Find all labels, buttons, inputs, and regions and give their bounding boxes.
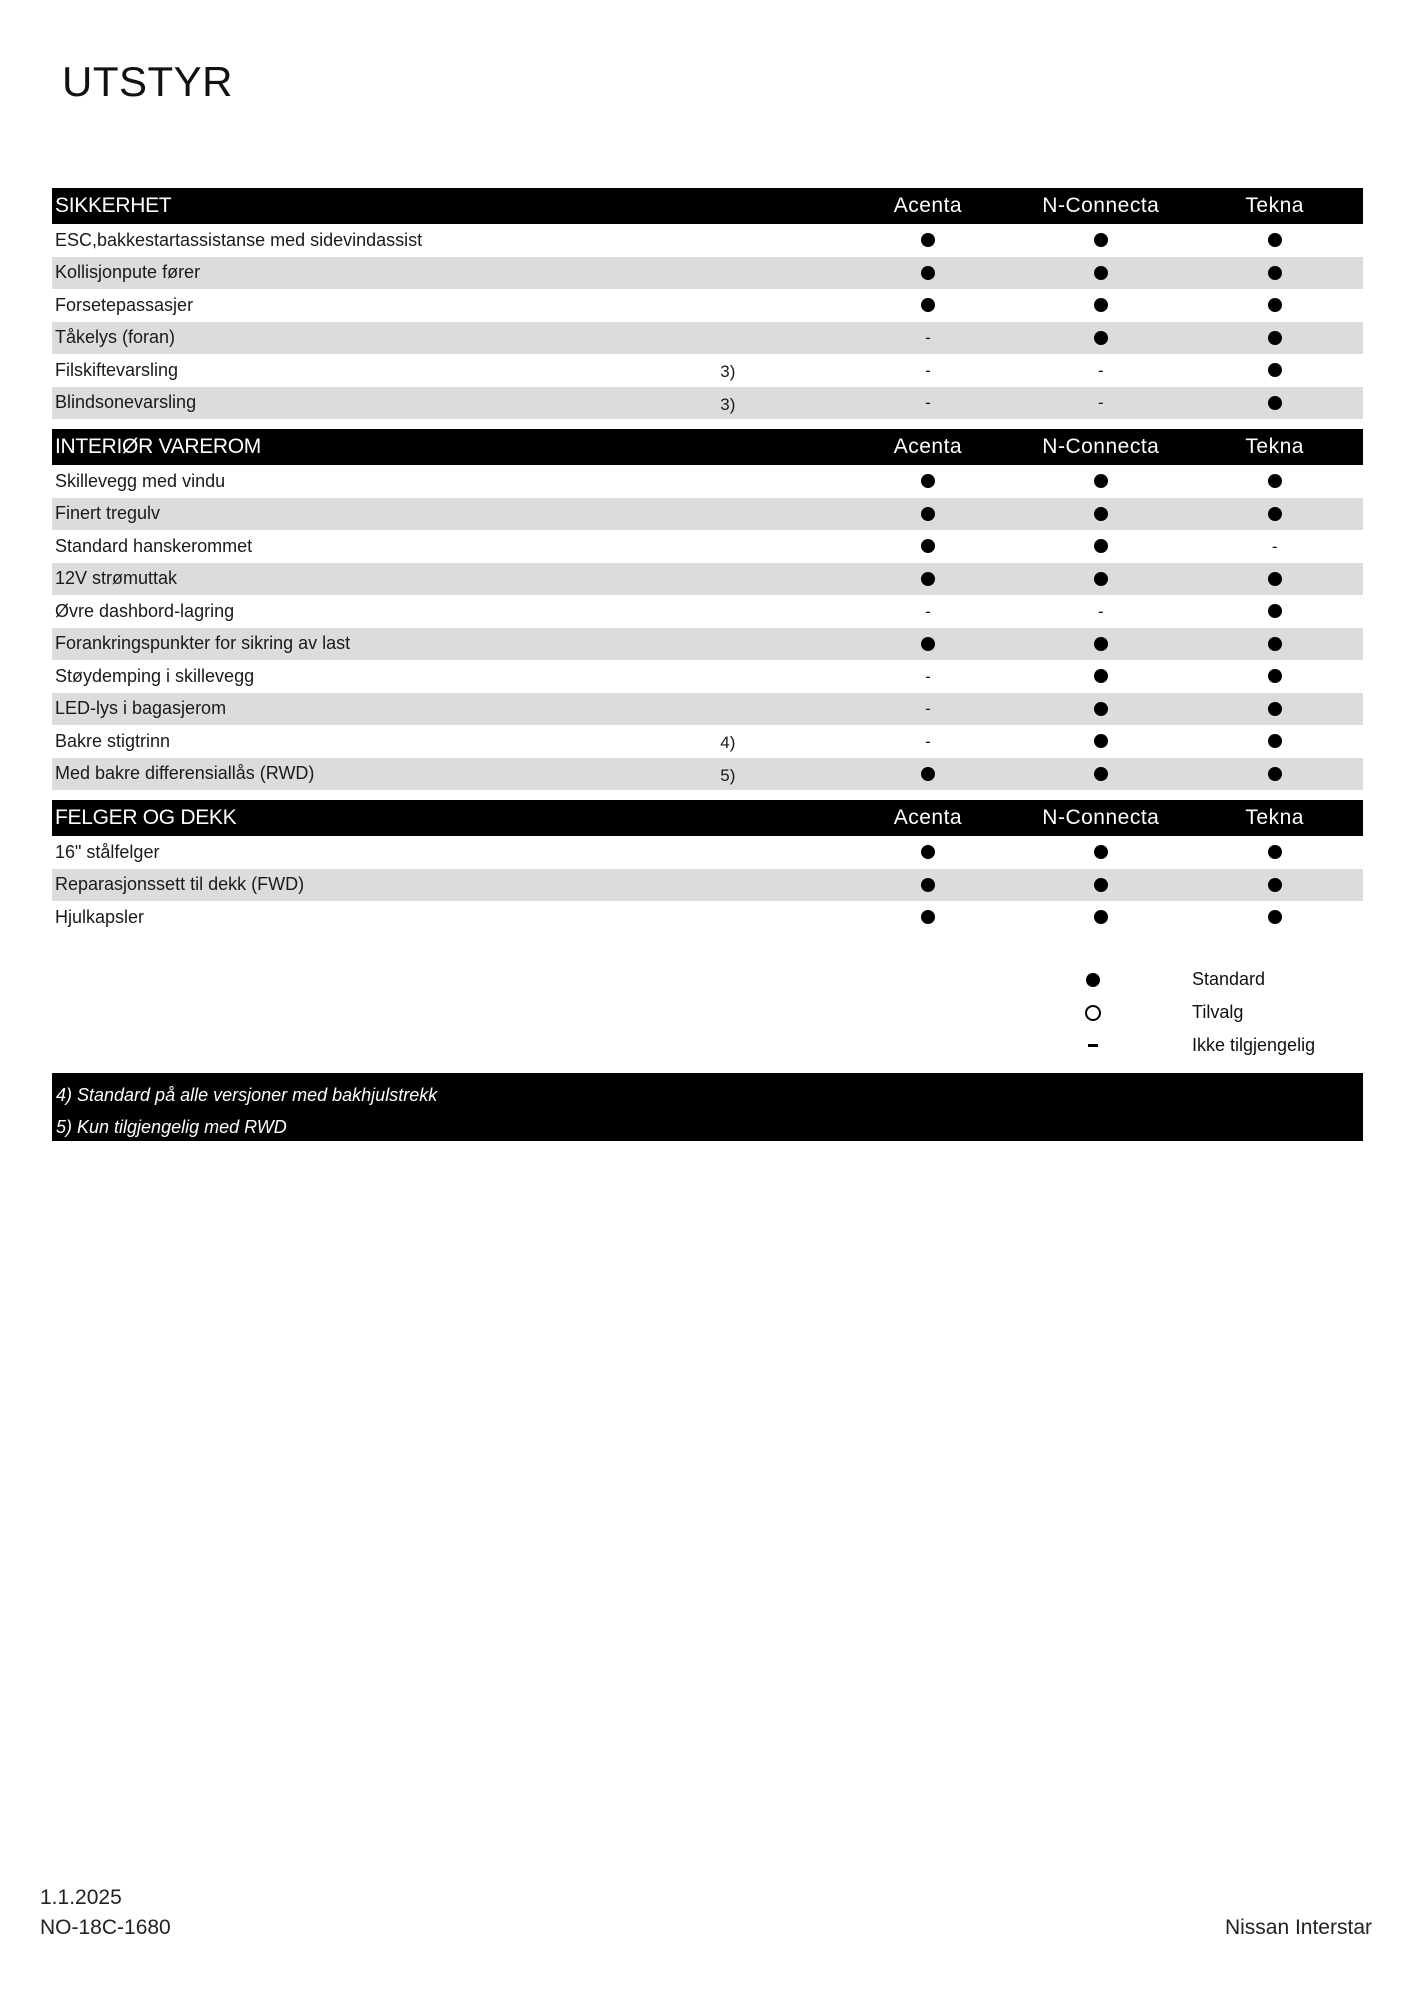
page-title: UTSTYR [62, 58, 233, 105]
standard-dot-icon [1094, 266, 1108, 280]
table-row [52, 289, 1363, 322]
availability-cell [1015, 845, 1186, 859]
standard-dot-icon [1086, 973, 1100, 987]
standard-dot-icon [921, 539, 935, 553]
row-label: Forankringspunkter for sikring av last [55, 633, 351, 654]
standard-dot-icon [921, 474, 935, 488]
table-row [52, 836, 1363, 869]
standard-dot-icon [1268, 396, 1282, 410]
footnote-5: 5) Kun tilgjengelig med RWD [56, 1117, 287, 1137]
availability-cell [1186, 507, 1363, 521]
not-available-mark: - [925, 360, 931, 380]
standard-dot-icon [1094, 734, 1108, 748]
column-header: Tekna [1245, 194, 1304, 217]
not-available-mark: - [925, 666, 931, 686]
standard-dot-icon [921, 233, 935, 247]
standard-dot-icon [1268, 878, 1282, 892]
standard-dot-icon [1268, 572, 1282, 586]
row-label: Øvre dashbord-lagring [55, 600, 235, 621]
standard-dot-icon [1268, 845, 1282, 859]
availability-cell [1015, 910, 1186, 924]
column-header: Acenta [893, 194, 963, 217]
legend-symbol [1060, 1005, 1126, 1021]
table-row [52, 628, 1363, 661]
availability-cell [1186, 538, 1363, 555]
availability-cell [1015, 669, 1186, 683]
standard-dot-icon [1094, 474, 1108, 488]
not-available-mark: - [1271, 536, 1278, 556]
row-footnote-ref: 4) [720, 733, 736, 753]
table-row [52, 498, 1363, 531]
standard-dot-icon [1268, 266, 1282, 280]
standard-dot-icon [1094, 669, 1108, 683]
not-available-mark: - [1098, 601, 1104, 621]
standard-dot-icon [1268, 669, 1282, 683]
standard-dot-icon [1268, 604, 1282, 618]
standard-dot-icon [1094, 702, 1108, 716]
standard-dot-icon [1268, 474, 1282, 488]
row-footnote-ref: 3) [720, 394, 736, 414]
row-label: Hjulkapsler [55, 906, 145, 927]
availability-cell [1015, 331, 1186, 345]
row-label: ESC,bakkestartassistanse med sidevindassist [55, 229, 423, 250]
legend-symbol [1060, 973, 1126, 987]
standard-dot-icon [1268, 910, 1282, 924]
column-header: Acenta [893, 435, 963, 458]
legend [1060, 963, 1360, 1062]
column-header: Tekna [1245, 806, 1304, 829]
standard-dot-icon [1094, 910, 1108, 924]
standard-dot-icon [1268, 298, 1282, 312]
availability-cell [1186, 298, 1363, 312]
row-label: Finert tregulv [55, 503, 161, 524]
row-label: Tåkelys (foran) [55, 327, 176, 348]
standard-dot-icon [1094, 331, 1108, 345]
standard-dot-icon [1268, 734, 1282, 748]
table-row [52, 465, 1363, 498]
availability-cell [841, 507, 1016, 521]
footnote-4: 4) Standard på alle versjoner med bakhjulstrekk [56, 1085, 438, 1105]
availability-cell [1015, 603, 1186, 620]
section-header [52, 429, 1363, 465]
availability-cell [1015, 266, 1186, 280]
availability-cell [841, 845, 1016, 859]
standard-dot-icon [1094, 507, 1108, 521]
not-available-mark: - [925, 601, 931, 621]
availability-cell [1015, 734, 1186, 748]
standard-dot-icon [1268, 637, 1282, 651]
row-footnote-ref: 3) [720, 362, 736, 382]
not-available-mark: - [925, 699, 931, 719]
column-header: N-Connecta [1042, 806, 1160, 829]
availability-cell [841, 539, 1016, 553]
standard-dot-icon [1094, 637, 1108, 651]
section-2 [52, 800, 1363, 934]
availability-cell [841, 298, 1016, 312]
row-label: Bakre stigtrinn [55, 730, 171, 751]
not-available-mark: - [925, 328, 931, 348]
availability-cell [841, 767, 1016, 781]
availability-cell [1015, 572, 1186, 586]
standard-dot-icon [921, 910, 935, 924]
legend-label: Standard [1192, 969, 1266, 989]
standard-dot-icon [1268, 233, 1282, 247]
column-header: Acenta [893, 806, 963, 829]
standard-dot-icon [921, 298, 935, 312]
column-header: Tekna [1245, 435, 1304, 458]
row-label: Forsetepassasjer [55, 294, 194, 315]
standard-dot-icon [1094, 878, 1108, 892]
standard-dot-icon [921, 878, 935, 892]
row-label: 12V strømuttak [55, 568, 178, 589]
row-footnote-ref: 5) [720, 765, 736, 785]
availability-cell [1015, 702, 1186, 716]
availability-cell [841, 233, 1016, 247]
availability-cell [1186, 572, 1363, 586]
footer-code: NO-18C-1680 [40, 1916, 171, 1939]
availability-cell [841, 329, 1016, 346]
table-row [52, 530, 1363, 563]
availability-cell [1015, 637, 1186, 651]
availability-cell [1186, 331, 1363, 345]
row-label: Reparasjonssett til dekk (FWD) [55, 874, 305, 895]
not-available-dash-icon [1088, 1044, 1098, 1047]
row-label: LED-lys i bagasjerom [55, 698, 227, 719]
table-row [52, 563, 1363, 596]
footer-model: Nissan Interstar [1224, 1916, 1372, 1939]
row-label: Skillevegg med vindu [55, 470, 226, 491]
legend-symbol [1060, 1044, 1126, 1047]
table-row [52, 354, 1363, 387]
row-label: Filskiftevarsling [55, 359, 179, 380]
section-header [52, 188, 1363, 224]
availability-cell [1186, 702, 1363, 716]
row-label: Standard hanskerommet [55, 535, 253, 556]
not-available-mark: - [1098, 393, 1104, 413]
availability-cell [841, 266, 1016, 280]
column-header: N-Connecta [1042, 194, 1160, 217]
row-label: Med bakre differensiallås (RWD) [55, 763, 315, 784]
availability-cell [1186, 734, 1363, 748]
availability-cell [1186, 363, 1363, 377]
availability-cell [841, 668, 1016, 685]
availability-cell [1015, 474, 1186, 488]
section-title: SIKKERHET [55, 194, 172, 217]
section-title: FELGER OG DEKK [55, 806, 237, 829]
footer-left [40, 1883, 171, 1943]
availability-cell [841, 878, 1016, 892]
standard-dot-icon [1094, 767, 1108, 781]
row-label: Blindsonevarsling [55, 392, 197, 413]
availability-cell [841, 474, 1016, 488]
availability-cell [1015, 362, 1186, 379]
availability-cell [841, 700, 1016, 717]
table-row [52, 660, 1363, 693]
section-1 [52, 429, 1363, 790]
row-label: Kollisjonpute fører [55, 262, 201, 283]
availability-cell [1186, 604, 1363, 618]
not-available-mark: - [925, 731, 931, 751]
availability-cell [1015, 298, 1186, 312]
table-row [52, 595, 1363, 628]
option-ring-icon [1085, 1005, 1101, 1021]
availability-cell [1186, 845, 1363, 859]
availability-cell [1015, 878, 1186, 892]
availability-cell [1015, 233, 1186, 247]
availability-cell [1015, 394, 1186, 411]
table-row [52, 693, 1363, 726]
availability-cell [1186, 396, 1363, 410]
standard-dot-icon [921, 266, 935, 280]
availability-cell [1186, 669, 1363, 683]
availability-cell [1186, 474, 1363, 488]
standard-dot-icon [1268, 363, 1282, 377]
not-available-mark: - [1098, 360, 1104, 380]
footer-date: 1.1.2025 [40, 1886, 122, 1909]
availability-cell [1186, 910, 1363, 924]
standard-dot-icon [921, 767, 935, 781]
availability-cell [1186, 767, 1363, 781]
availability-cell [841, 394, 1016, 411]
table-row [52, 224, 1363, 257]
standard-dot-icon [1094, 572, 1108, 586]
availability-cell [1015, 507, 1186, 521]
standard-dot-icon [1268, 507, 1282, 521]
legend-item [1060, 963, 1360, 996]
section-title: INTERIØR VAREROM [55, 435, 261, 458]
legend-item [1060, 1029, 1360, 1062]
standard-dot-icon [1268, 767, 1282, 781]
table-row [52, 387, 1363, 420]
availability-cell [1186, 637, 1363, 651]
footnotes-box [52, 1073, 1363, 1141]
table-row [52, 901, 1363, 934]
standard-dot-icon [921, 637, 935, 651]
standard-dot-icon [921, 572, 935, 586]
availability-cell [1186, 878, 1363, 892]
standard-dot-icon [1094, 298, 1108, 312]
availability-cell [1015, 539, 1186, 553]
availability-cell [841, 733, 1016, 750]
standard-dot-icon [921, 845, 935, 859]
legend-item [1060, 996, 1360, 1029]
standard-dot-icon [1094, 845, 1108, 859]
availability-cell [1015, 767, 1186, 781]
standard-dot-icon [1268, 702, 1282, 716]
legend-label: Ikke tilgjengelig [1192, 1035, 1316, 1055]
standard-dot-icon [1094, 233, 1108, 247]
availability-cell [1186, 266, 1363, 280]
not-available-mark: - [925, 393, 931, 413]
availability-cell [841, 603, 1016, 620]
column-header: N-Connecta [1042, 435, 1160, 458]
availability-cell [841, 910, 1016, 924]
standard-dot-icon [921, 507, 935, 521]
availability-cell [841, 362, 1016, 379]
table-row [52, 725, 1363, 758]
standard-dot-icon [1268, 331, 1282, 345]
table-row [52, 322, 1363, 355]
legend-label: Tilvalg [1192, 1002, 1244, 1022]
table-row [52, 758, 1363, 791]
standard-dot-icon [1094, 539, 1108, 553]
table-row [52, 869, 1363, 902]
table-row [52, 257, 1363, 290]
equipment-tables [52, 188, 1363, 944]
availability-cell [841, 572, 1016, 586]
section-header [52, 800, 1363, 836]
availability-cell [841, 637, 1016, 651]
row-label: Støydemping i skillevegg [55, 665, 255, 686]
availability-cell [1186, 233, 1363, 247]
row-label: 16" stålfelger [55, 841, 160, 862]
section-0 [52, 188, 1363, 419]
